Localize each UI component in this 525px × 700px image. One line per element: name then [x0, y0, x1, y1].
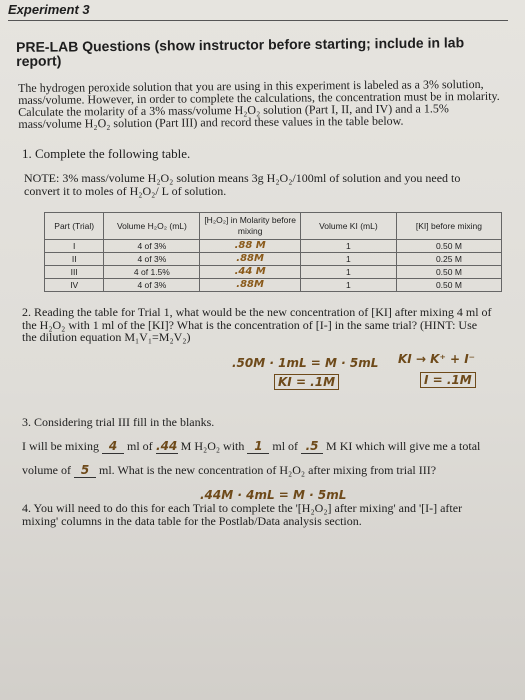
question-4: 4. You will need to do this for each Trial to complete the '[H₂O₂] after mixing' and '[I-] after mixing' columns in the data table for the Postlab/Data analysis section.: [22, 501, 463, 528]
cell-part: IV: [45, 279, 104, 292]
q3-work-handwritten: .44M · 4mL = M · 5mL: [200, 488, 347, 502]
cell-molarity-handwritten: .88M: [200, 253, 301, 266]
cell-ki: 0.50 M: [396, 240, 501, 253]
intro-paragraph: The hydrogen peroxide solution that you are using in this experiment is labeled as a 3% solution, mass/volume. However, in order to complete the calculations, the concentration must be in molarity. Calculate the molarity of a 3% mass/volume H₂O₂ solution (Part I, II, and IV) and a 1.5% mass/volume H₂O₂ solution (Part III) and record these values in the table below.: [17, 76, 500, 131]
table-row: [45, 279, 502, 292]
table-row: [45, 253, 502, 266]
question-3-line-1: [22, 434, 502, 482]
question-1: 1. Complete the following table.: [22, 146, 191, 161]
table-row: [45, 266, 502, 279]
cell-molarity-handwritten: .44 M: [200, 266, 301, 279]
q3-text-2: ml of: [127, 439, 153, 453]
cell-volume-ki: 1: [300, 279, 396, 292]
blank-ki-volume: 1: [247, 440, 269, 454]
q3-text-5: M KI which will give me a total volume of: [22, 439, 481, 477]
column-header-h2o2-molarity: [H₂O₂] in Molarity before mixing: [200, 213, 301, 240]
cell-volume-h2o2: 4 of 3%: [104, 253, 200, 266]
cell-part: III: [45, 266, 104, 279]
cell-volume-ki: 1: [300, 266, 396, 279]
prelab-heading: PRE-LAB Questions (show instructor before starting; include in lab report): [15, 34, 465, 69]
cell-ki: 0.50 M: [396, 266, 501, 279]
cell-ki: 0.50 M: [396, 279, 501, 292]
cell-volume-h2o2: 4 of 1.5%: [104, 266, 200, 279]
experiment-title: Experiment 3: [8, 2, 90, 17]
dilution-equation-handwritten: .50M · 1mL = M · 5mL: [232, 356, 379, 370]
cell-part: I: [45, 240, 104, 253]
column-header-part: Part (Trial): [45, 213, 104, 240]
question-3: [22, 410, 502, 482]
table-header-row: [45, 213, 502, 240]
table-row: [45, 240, 502, 253]
cell-volume-ki: 1: [300, 240, 396, 253]
question-2: 2. Reading the table for Trial 1, what would be the new concentration of [KI] after mixing 4 ml of the H₂O₂ with 1 ml of the [KI]? What is the concentration of [I-] in the same trial? (HINT: Use the dilution equation M₁V₁=M₂V₂): [22, 305, 492, 344]
blank-total-volume: 5: [74, 464, 96, 478]
column-header-volume-h2o2: Volume H₂O₂ (mL): [104, 213, 200, 240]
q3-text-4: ml of: [272, 439, 299, 453]
q3-text-6: ml. What is the new concentration of H₂O₂ after mixing from trial III?: [99, 463, 437, 477]
note-paragraph: NOTE: 3% mass/volume H₂O₂ solution means 3g H₂O₂/100ml of solution and you need to convert it to moles of H₂O₂/ L of solution.: [24, 171, 461, 198]
dissociation-handwritten: KI → K⁺ + I⁻: [398, 352, 476, 366]
iodide-answer-handwritten: I = .1M: [420, 372, 476, 388]
blank-h2o2-volume: 4: [102, 440, 124, 454]
column-header-volume-ki: Volume KI (mL): [300, 213, 396, 240]
question-3-lead: 3. Considering trial III fill in the blanks.: [22, 415, 215, 429]
cell-volume-h2o2: 4 of 3%: [104, 279, 200, 292]
header-divider: [8, 20, 508, 21]
molarity-table: [44, 212, 502, 292]
blank-ki-molarity: .5: [301, 440, 323, 454]
column-header-ki-concentration: [KI] before mixing: [396, 213, 501, 240]
q3-text-1: I will be mixing: [22, 439, 99, 453]
cell-molarity-handwritten: .88M: [200, 279, 301, 292]
cell-part: II: [45, 253, 104, 266]
blank-h2o2-molarity: .44: [156, 439, 178, 453]
cell-ki: 0.25 M: [396, 253, 501, 266]
q3-text-3: M H₂O₂ with: [180, 439, 245, 453]
cell-molarity-handwritten: .88 M: [200, 240, 301, 253]
cell-volume-ki: 1: [300, 253, 396, 266]
cell-volume-h2o2: 4 of 3%: [104, 240, 200, 253]
ki-answer-handwritten: KI = .1M: [274, 374, 339, 390]
